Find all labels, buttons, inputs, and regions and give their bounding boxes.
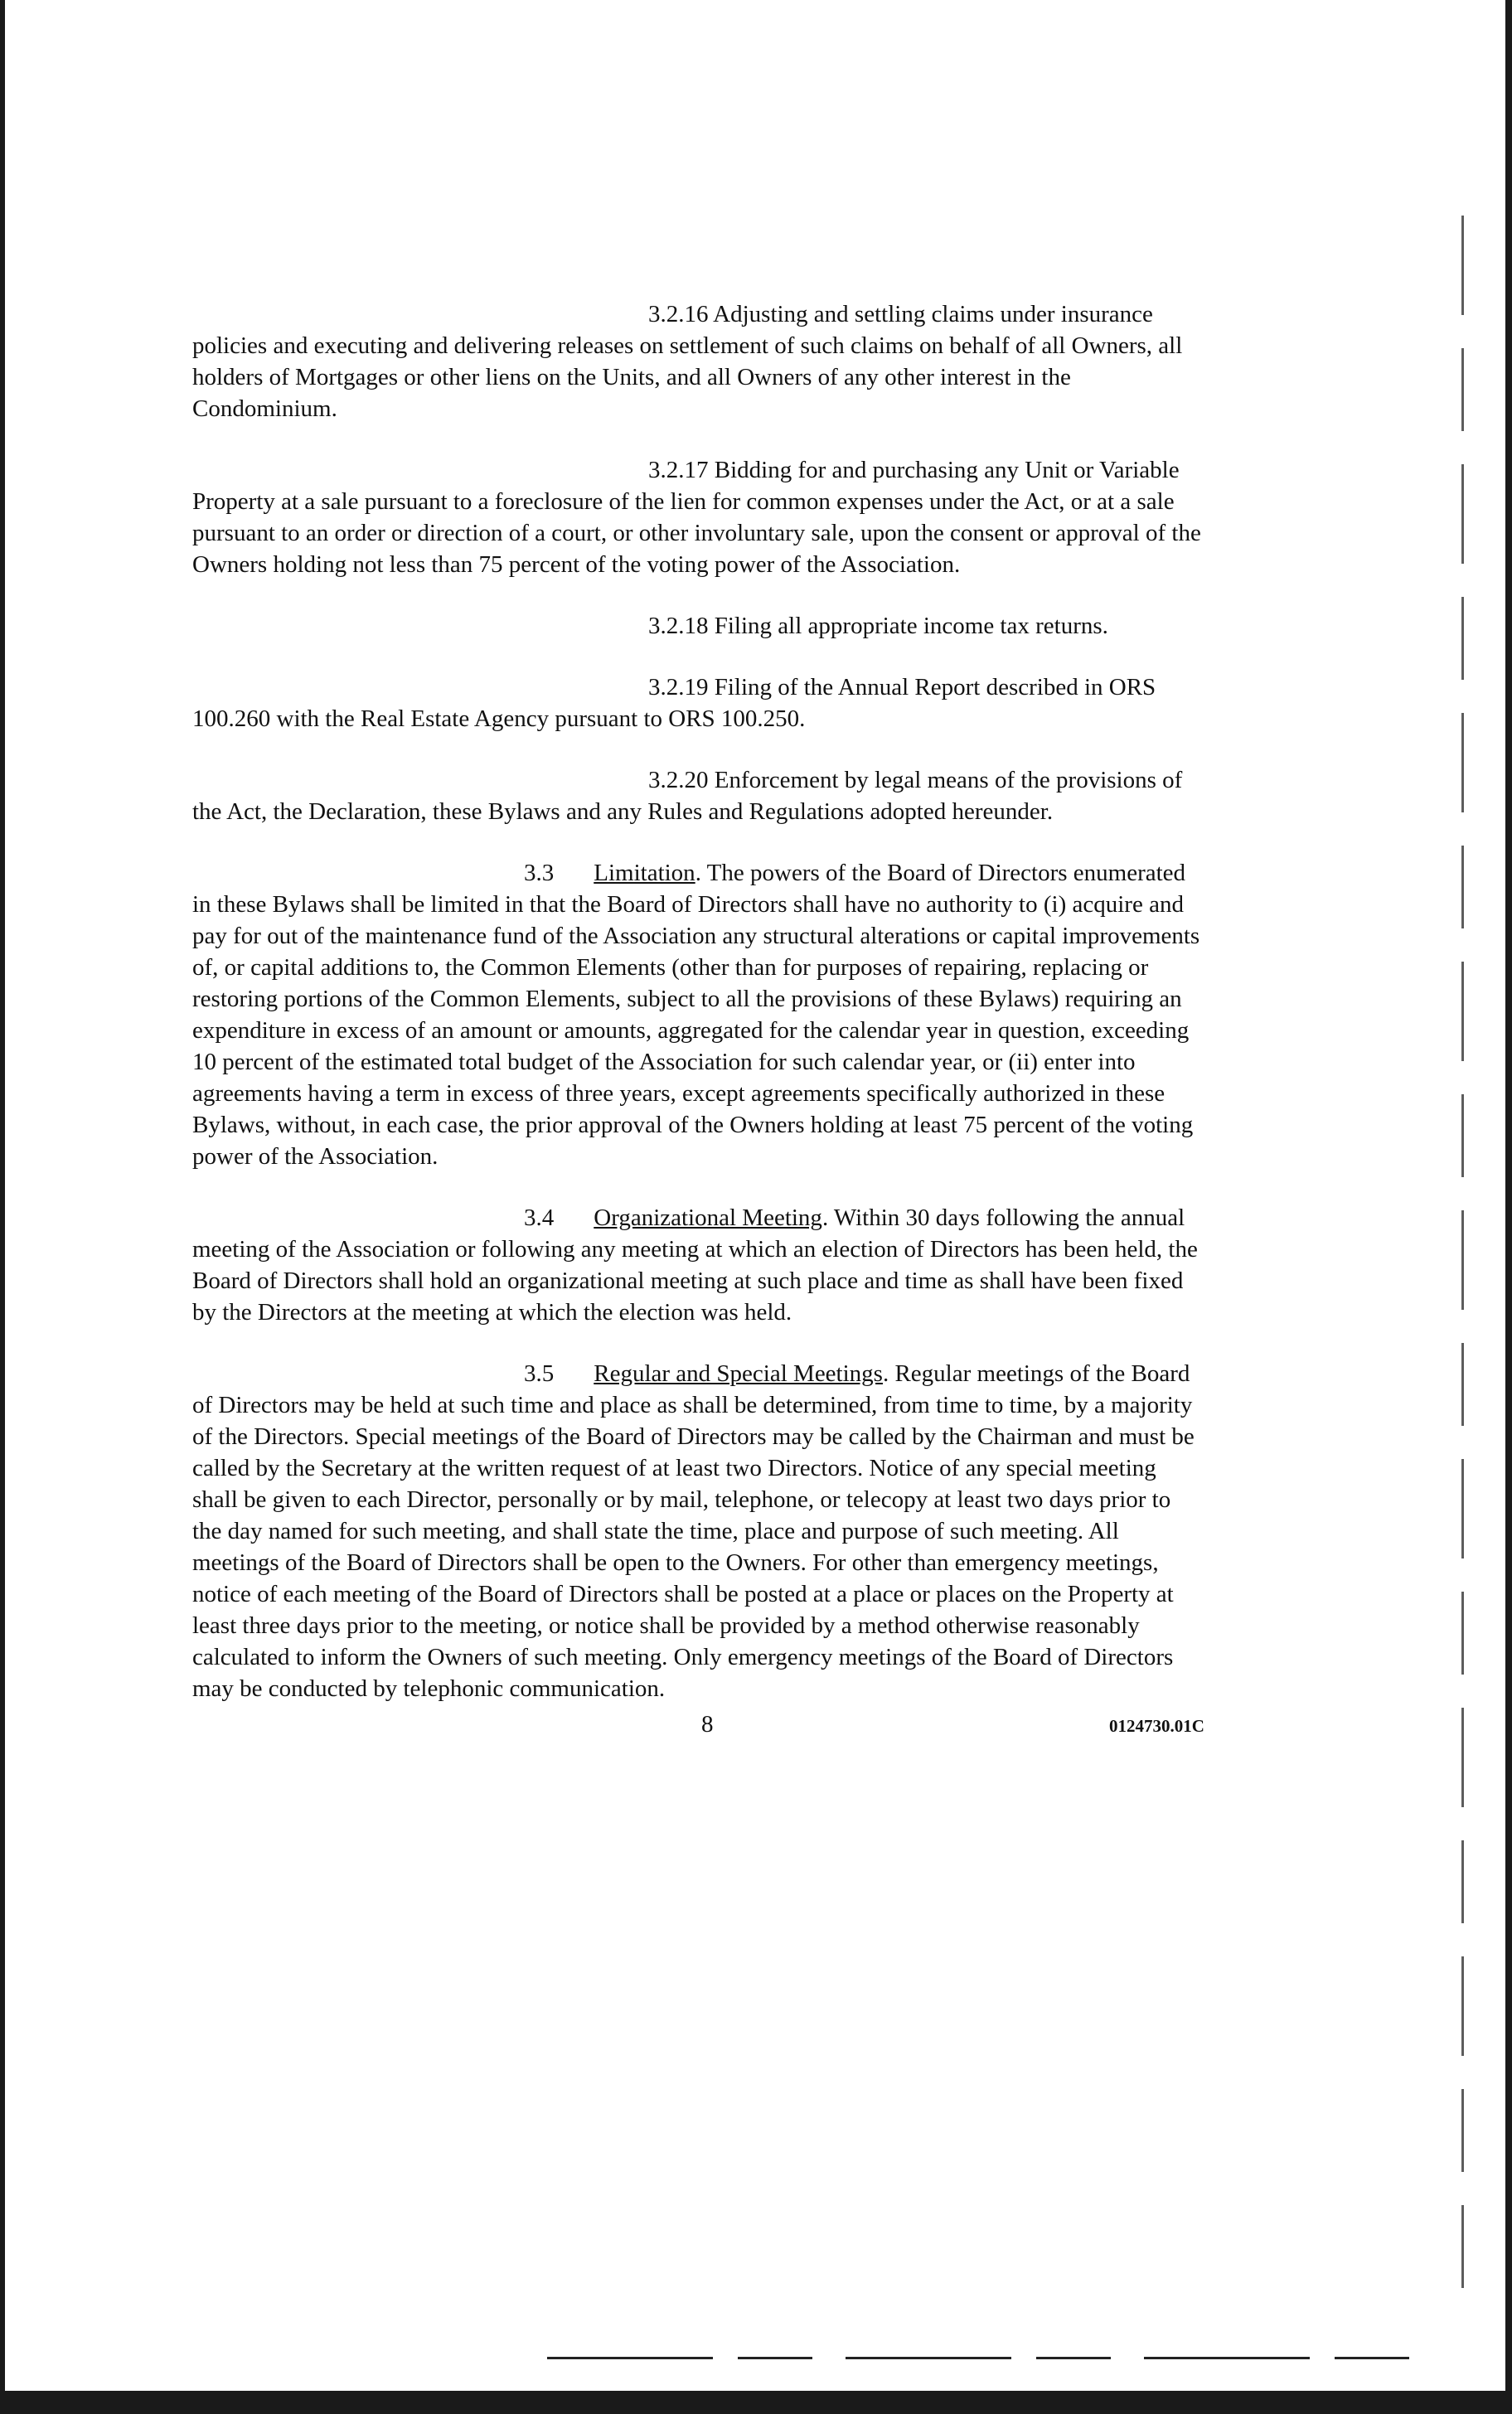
section-number: 3.2.20	[648, 767, 709, 793]
paragraph-text: . Regular meetings of the Board of Directors may be held at such time and place as shall be determined, from time to time, by a majority of the Directors. Special meetings of the Board of Directors may be called by the Chairman and must be called by the Secretary at the written request of at least two Directors. Notice of any special meeting shall be given to each Director, personally or by mail, telephone, or telecopy at least two days prior to the day named for such meeting, and shall state the time, place and purpose of such meeting. All meetings of the Board of Directors shall be open to the Owners. For other than emergency meetings, notice of each meeting of the Board of Directors shall be posted at a place or places on the Property at least three days prior to the meeting, or notice shall be provided by a method otherwise reasonably calculated to inform the Owners of such meeting. Only emergency meetings of the Board of Directors may be conducted by telephonic communication.	[192, 1360, 1195, 1702]
paragraph-3-2-16	[192, 298, 1204, 424]
paragraph-text: Filing of the Annual Report described in ORS 100.260 with the Real Estate Agency pursuant to ORS 100.250.	[192, 674, 1156, 732]
paragraph-3-2-18	[192, 610, 1204, 642]
section-heading: Regular and Special Meetings	[594, 1360, 883, 1387]
section-number: 3.2.17	[648, 457, 709, 483]
scan-left-edge	[0, 0, 5, 2414]
scan-right-edge	[1505, 0, 1512, 2414]
section-number: 3.5	[524, 1360, 555, 1387]
paragraph-text: Bidding for and purchasing any Unit or Variable Property at a sale pursuant to a foreclosure of the lien for common expenses under the Act, or at a sale pursuant to an order or direction of a court, or other involuntary sale, upon the consent or approval of the Owners holding not less than 75 percent of the voting power of the Association.	[192, 457, 1201, 578]
paragraph-text: . The powers of the Board of Directors enumerated in these Bylaws shall be limited in that the Board of Directors shall have no authority to (i) acquire and pay for out of the maintenance fund of the Association any structural alterations or capital improvements of, or capital additions to, the Common Elements (other than for purposes of repairing, replacing or restoring portions of the Common Elements, subject to all the provisions of these Bylaws) requiring an expenditure in excess of an amount or amounts, aggregated for the calendar year in question, exceeding 10 percent of the estimated total budget of the Association for such calendar year, or (ii) enter into agreements having a term in excess of three years, except agreements specifically authorized in these Bylaws, without, in each case, the prior approval of the Owners holding at least 75 percent of the voting power of the Association.	[192, 860, 1200, 1170]
section-number: 3.4	[524, 1205, 555, 1231]
paragraph-text: Enforcement by legal means of the provisions of the Act, the Declaration, these Bylaws and any Rules and Regulations adopted hereunder.	[192, 767, 1183, 825]
paragraph-3-2-20	[192, 764, 1204, 827]
section-heading: Organizational Meeting	[594, 1205, 822, 1231]
document-code: 0124730.01C	[1109, 1716, 1204, 1736]
paragraph-text: . Within 30 days following the annual meeting of the Association or following any meeting at which an election of Directors has been held, the Board of Directors shall hold an organizational meeting at such place and time as shall have been fixed by the Directors at the meeting at which the election was held.	[192, 1205, 1198, 1326]
paragraph-3-3	[192, 857, 1204, 1172]
paragraph-text: Filing all appropriate income tax returns.	[714, 613, 1108, 639]
paragraph-3-2-17	[192, 454, 1204, 580]
paragraph-text: Adjusting and settling claims under insurance policies and executing and delivering releases on settlement of such claims on behalf of all Owners, all holders of Mortgages or other liens on the Units, and all Owners of any other interest in the Condominium.	[192, 301, 1183, 422]
section-number: 3.3	[524, 860, 555, 886]
document-body	[192, 298, 1204, 1734]
paragraph-3-4	[192, 1202, 1204, 1328]
page-number: 8	[701, 1711, 714, 1738]
scan-bottom-edge	[0, 2391, 1512, 2414]
scan-bottom-line	[547, 2357, 1442, 2359]
paragraph-3-5	[192, 1358, 1204, 1704]
scan-right-rule	[1461, 216, 1464, 2288]
section-number: 3.2.18	[648, 613, 709, 639]
section-number: 3.2.16	[648, 301, 709, 327]
paragraph-3-2-19	[192, 671, 1204, 734]
section-heading: Limitation	[594, 860, 695, 886]
section-number: 3.2.19	[648, 674, 709, 700]
